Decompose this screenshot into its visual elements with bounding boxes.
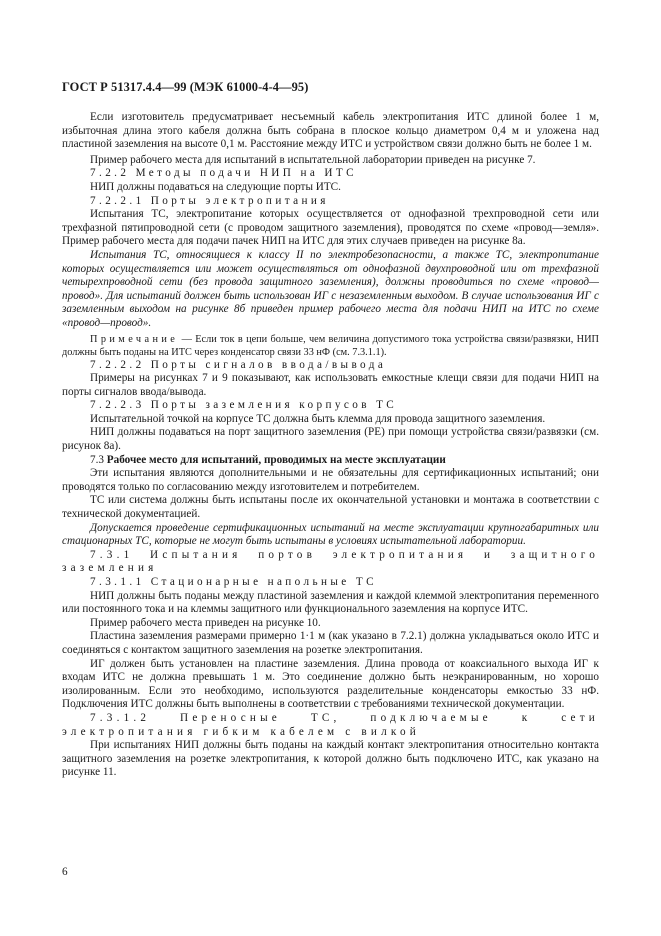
standard-header: ГОСТ Р 51317.4.4—99 (МЭК 61000-4-4—95) <box>62 80 309 94</box>
section-heading: 7.3.1 Испытания портов электропитания и защитного заземления <box>62 548 599 575</box>
section-heading <box>62 454 599 468</box>
section-heading: 7.2.2.3 Порты заземления корпусов ТС <box>90 399 398 412</box>
page-number: 6 <box>62 866 68 878</box>
paragraph: Если изготовитель предусматривает несъемный кабель электропитания ИТС длиной более 1 м, избыточная длина этого кабеля должна быть собрана в плоское кольцо диаметром 0,4 м и уложена над пластиной заземления на высоте 0,1 м. Расстояние между ИТС и устройством связи должно быть не более 1 м. <box>62 111 599 151</box>
section-title: Рабочее место для испытаний, проводимых на месте эксплуатации <box>106 453 446 466</box>
paragraph: Испытания ТС, электропитание которых осуществляется от однофазной трехпроводной сети или трехфазной пятипроводной сети (с проводом защитного заземления), проводятся по схеме «провод—земля». Пример рабочего места для подачи пачек НИП на ИТС для этих случаев приведен на рисунке 8а. <box>62 208 599 248</box>
paragraph: НИП должны подаваться на порт защитного заземления (РЕ) при помощи устройства связи/развязки (см. рисунок 8а). <box>62 426 599 453</box>
section-heading: 7.2.2 Методы подачи НИП на ИТС <box>90 167 357 180</box>
section-heading: 7.3.1.2 Переносные ТС, подключаемые к сети электропитания гибким кабелем с вилкой <box>62 711 599 738</box>
note <box>62 333 599 359</box>
paragraph: ИГ должен быть установлен на пластине заземления. Длина провода от коаксиального выхода ИГ к входам ИТС не должна превышать 1 м. Это соединение должно быть неэкранированным, но хорошо изолированным. Если это необходимо, используются разделительные конденсаторы емкостью 33 нФ. Подключения ИТС должны быть выполнены в соответствии с требованиями технической документации. <box>62 657 599 711</box>
paragraph: Пример рабочего места для испытаний в испытательной лаборатории приведен на рисунке 7. <box>90 153 536 166</box>
note-label: Примечание <box>90 333 179 345</box>
italic-paragraph: Испытания ТС, относящиеся к классу II по электробезопасности, а также ТС, электропитание которых осуществляется или может осуществляться от однофазной двухпроводной или от трехфазной четырехпроводной сети (без провода защитного заземления), должны проводиться по схеме «провод—провод». Для испытаний должен быть использован ИГ с незаземленным выходом. В случае использования ИГ с заземленным выходом на рисунке 8б приведен пример рабочего места для подачи НИП на ИТС по схеме «провод—провод». <box>62 248 599 329</box>
paragraph: НИП должны быть поданы между пластиной заземления и каждой клеммой электропитания переменного или постоянного тока и на клеммы защитного или функционального заземления на корпусе ИТС. <box>62 589 599 616</box>
note-text: — Если ток в цепи больше, чем величина допустимого тока устройства связи/развязки, НИП должны быть поданы на ИТС через конденсатор связи 33 нФ (см. 7.3.1.1). <box>62 333 599 358</box>
document-body <box>62 111 599 780</box>
section-heading: 7.3.1.1 Стационарные напольные ТС <box>90 576 377 588</box>
section-heading: 7.2.2.2 Порты сигналов ввода/вывода <box>90 358 387 371</box>
paragraph: Эти испытания являются дополнительными и не обязательны для сертификационных испытаний; они проводятся только по согласованию между изготовителем и потребителем. <box>62 467 599 493</box>
paragraph: НИП должны подаваться на следующие порты ИТС. <box>90 180 341 193</box>
section-number: 7.3 <box>90 453 104 466</box>
paragraph: Пластина заземления размерами примерно 1·1 м (как указано в 7.2.1) должна укладываться около ИТС и соединяться с контактом защитного заземления на розетке электропитания. <box>62 630 599 656</box>
section-heading: 7.2.2.1 Порты электропитания <box>90 194 329 207</box>
italic-paragraph: Допускается проведение сертификационных испытаний на месте эксплуатации крупногабаритных или стационарных ТС, которые не могут быть испытаны в условиях испытательной лаборатории. <box>62 521 599 548</box>
paragraph: Пример рабочего места приведен на рисунке 10. <box>90 616 321 629</box>
paragraph: Примеры на рисунках 7 и 9 показывают, как использовать емкостные клещи связи для подачи НИП на порты сигналов ввода/вывода. <box>62 372 599 398</box>
paragraph: Испытательной точкой на корпусе ТС должна быть клемма для провода защитного заземления. <box>90 412 546 425</box>
paragraph: ТС или система должны быть испытаны после их окончательной установки и монтажа в соответствии с технической документацией. <box>62 494 599 521</box>
paragraph: При испытаниях НИП должны быть поданы на каждый контакт электропитания относительно контакта защитного заземления на розетке электропитания, к которой должно быть подключено ИТС, как указано на рисунке 11. <box>62 739 599 779</box>
